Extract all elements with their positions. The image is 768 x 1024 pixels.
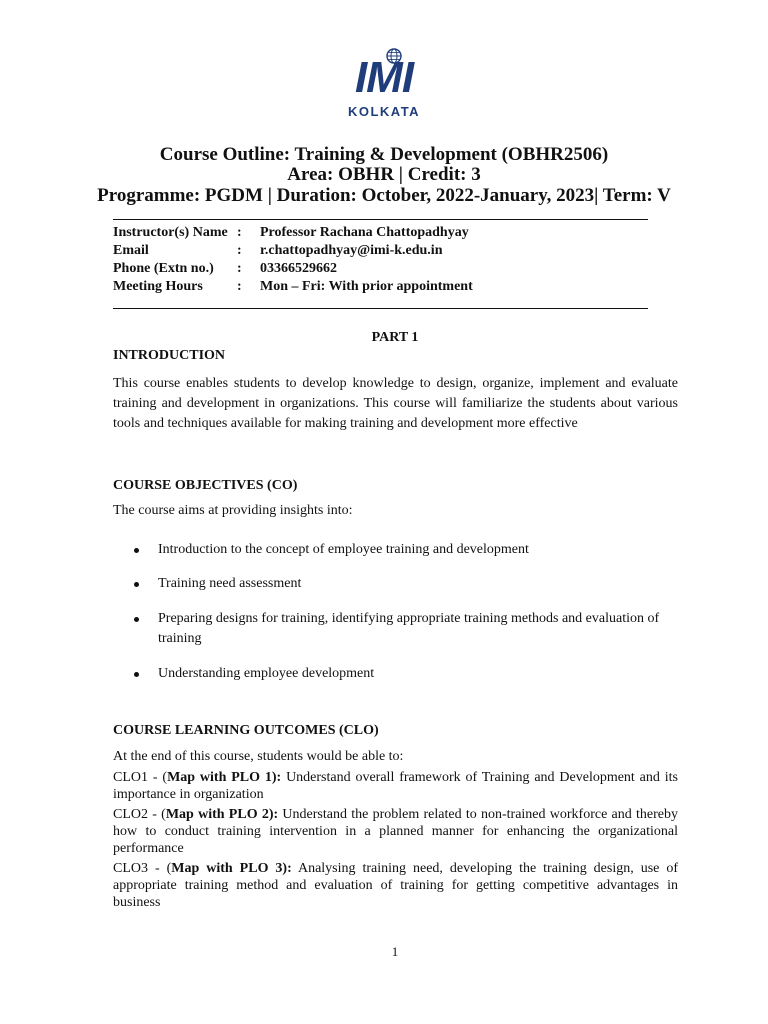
objectives-heading: COURSE OBJECTIVES (CO) <box>113 478 298 493</box>
bullet-icon <box>134 548 139 553</box>
divider-bottom <box>113 308 648 309</box>
info-colon: : <box>237 243 242 258</box>
logo-city: KOLKATA <box>347 104 421 119</box>
info-label: Meeting Hours <box>113 279 203 294</box>
clo-map: Map with PLO 2): <box>165 807 279 822</box>
clo-prefix: CLO2 - ( <box>113 807 166 822</box>
list-item-text: Introduction to the concept of employee training and development <box>158 542 529 557</box>
outcomes-heading: COURSE LEARNING OUTCOMES (CLO) <box>113 723 379 738</box>
page-number: 1 <box>391 944 399 959</box>
introduction-heading: INTRODUCTION <box>113 348 226 363</box>
clo-text: Analysing training need, developing the training design, use of appropriate training method and evaluation of training for getting competitive advantages in business <box>113 861 679 910</box>
info-value: Mon – Fri: With prior appointment <box>260 279 473 294</box>
logo-brand: IMI <box>354 53 414 102</box>
info-colon: : <box>237 225 242 240</box>
clo-prefix: CLO3 - ( <box>113 861 172 876</box>
bullet-icon <box>134 617 139 622</box>
info-value: Professor Rachana Chattopadhyay <box>260 225 469 240</box>
info-label: Instructor(s) Name <box>113 225 228 240</box>
clo-item <box>113 769 678 803</box>
list-item-text: Preparing designs for training, identifying appropriate training methods and evaluation of training <box>158 611 660 646</box>
info-colon: : <box>237 261 242 276</box>
list-item-text: Training need assessment <box>158 576 302 591</box>
info-label: Email <box>113 243 149 258</box>
email-link[interactable]: r.chattopadhyay@imi-k.edu.in <box>260 243 443 258</box>
list-item-text: Understanding employee development <box>158 666 375 681</box>
info-colon: : <box>237 279 242 294</box>
divider-top <box>113 219 648 220</box>
course-area: Area: OBHR | Credit: 3 <box>287 164 481 185</box>
info-label: Phone (Extn no.) <box>113 261 214 276</box>
introduction-text: This course enables students to develop knowledge to design, organize, implement and evaluate training and development in organizations. This course will familiarize the students about various tools and techniques available for making training and development more effective <box>113 376 678 431</box>
bullet-icon <box>134 582 139 587</box>
imi-kolkata-logo <box>320 48 448 120</box>
clo-text: Understand the problem related to non-trained workforce and thereby how to conduct training intervention in a planned manner for enhancing the organizational performance <box>113 807 678 856</box>
clo-map: Map with PLO 3): <box>171 861 292 876</box>
outcomes-intro: At the end of this course, students would be able to: <box>113 749 404 764</box>
bullet-icon <box>134 672 139 677</box>
info-value: 03366529662 <box>260 261 337 276</box>
course-programme: Programme: PGDM | Duration: October, 2022-January, 2023| Term: V <box>97 185 671 206</box>
part-heading: PART 1 <box>371 330 419 345</box>
objectives-intro: The course aims at providing insights into: <box>113 503 353 518</box>
clo-text: Understand overall framework of Training and Development and its importance in organization <box>113 770 678 802</box>
clo-prefix: CLO1 - ( <box>113 770 168 785</box>
globe-icon <box>386 48 402 64</box>
clo-item <box>113 806 678 857</box>
clo-map: Map with PLO 1): <box>167 770 282 785</box>
clo-item <box>113 860 678 911</box>
course-title: Course Outline: Training & Development (OBHR2506) <box>159 144 609 165</box>
